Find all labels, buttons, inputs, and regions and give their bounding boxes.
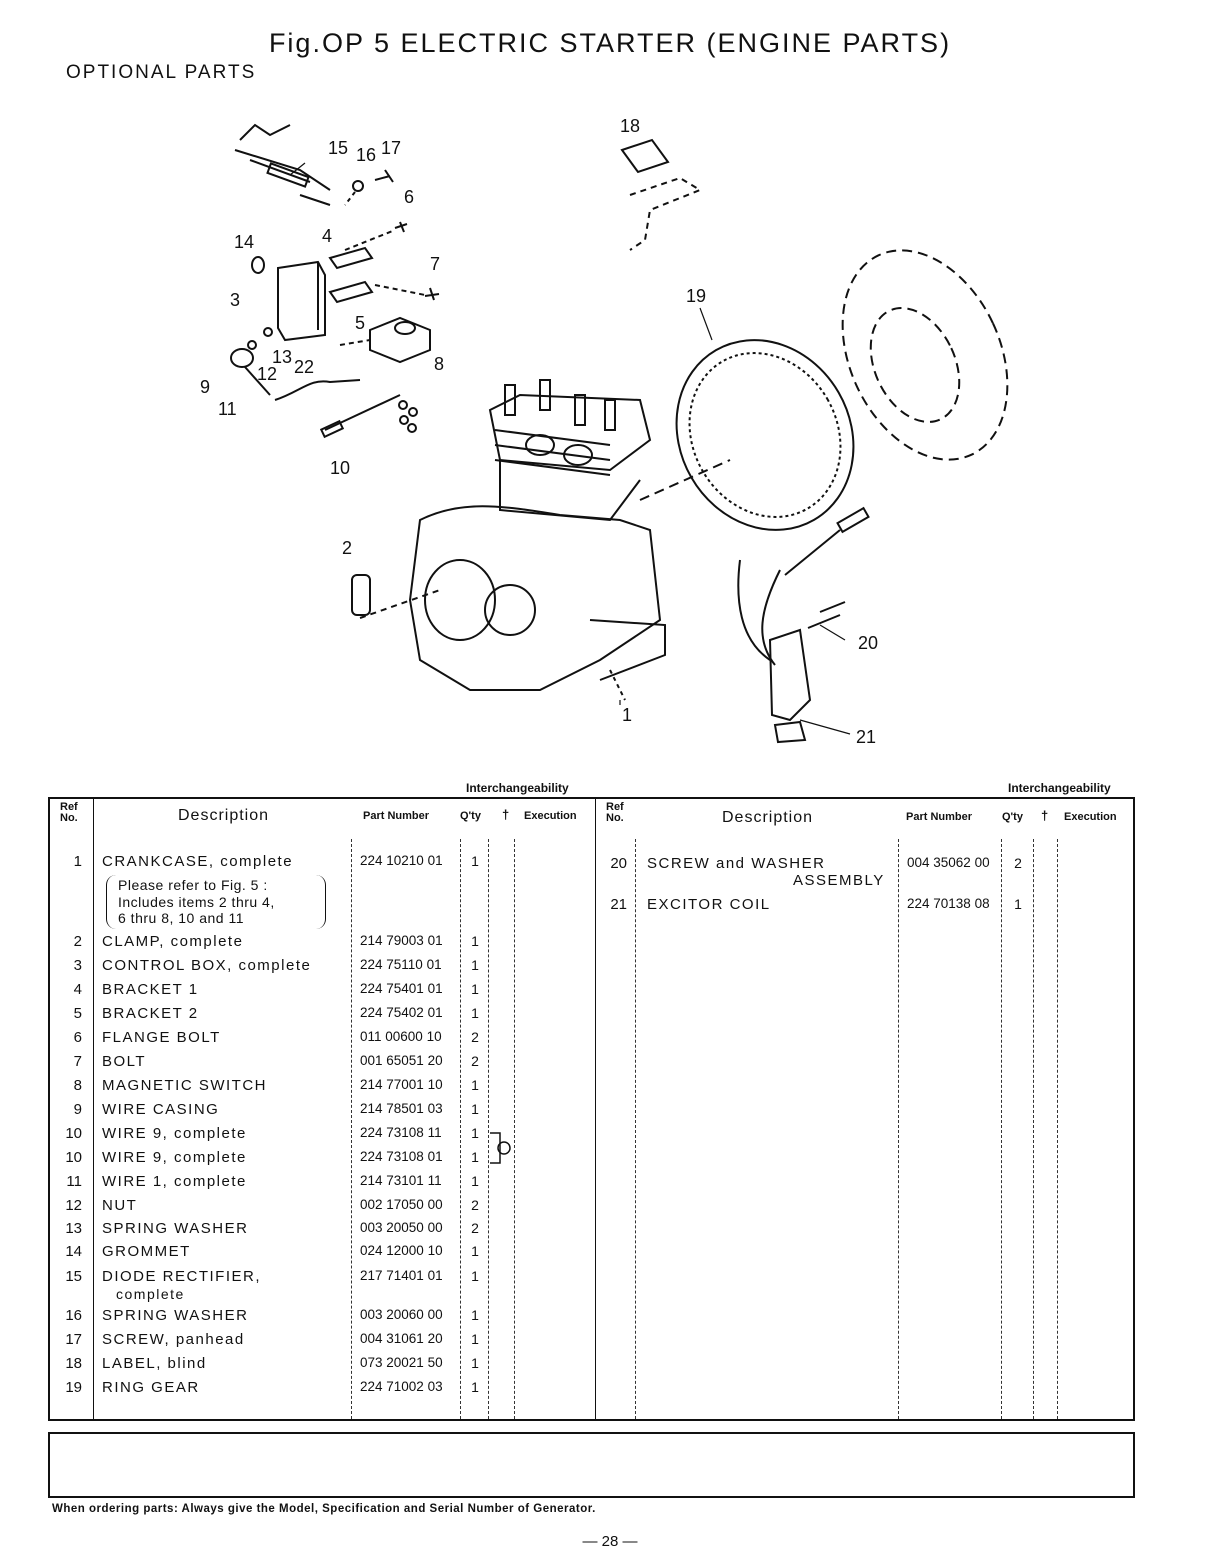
diode-rectifier-drawing — [235, 125, 330, 205]
table-row — [595, 896, 1135, 918]
quantity: 2 — [471, 1220, 479, 1236]
header-qty-right: Q'ty — [1002, 811, 1023, 823]
parts-table — [48, 797, 1135, 1421]
ref-number: 19 — [65, 1379, 82, 1396]
header-no-line: No. — [606, 812, 624, 824]
table-row — [50, 1331, 595, 1353]
header-ref-no — [60, 802, 78, 824]
ref-number: 17 — [65, 1331, 82, 1348]
header-qty: Q'ty — [460, 810, 481, 822]
table-row — [50, 1053, 595, 1075]
callout-5: 5 — [355, 313, 366, 333]
ref-number: 2 — [73, 933, 82, 950]
header-ref-line: Ref — [60, 801, 78, 813]
quantity: 1 — [471, 1125, 479, 1141]
part-number: 224 75401 01 — [360, 981, 443, 996]
part-number: 011 00600 10 — [360, 1029, 442, 1044]
quantity: 1 — [471, 1379, 479, 1395]
quantity: 1 — [471, 1149, 479, 1165]
description-note: Includes items 2 thru 4, — [118, 894, 275, 910]
wire-1-drawing — [275, 380, 360, 400]
description: RING GEAR — [102, 1379, 200, 1396]
part-number: 004 31061 20 — [360, 1331, 443, 1346]
quantity: 1 — [471, 1077, 479, 1093]
callout-2: 2 — [342, 538, 353, 558]
callout-19: 19 — [686, 286, 707, 306]
header-mark: † — [502, 807, 510, 822]
page-number: — 28 — — [582, 1533, 638, 1550]
part-number: 214 78501 03 — [360, 1101, 443, 1116]
part-number: 024 12000 10 — [360, 1243, 443, 1258]
description: SPRING WASHER — [102, 1307, 249, 1324]
callout-16: 16 — [356, 145, 377, 165]
part-number: 001 65051 20 — [360, 1053, 443, 1068]
ref-number: 7 — [73, 1053, 82, 1070]
table-row — [50, 981, 595, 1003]
part-number: 224 73108 01 — [360, 1149, 443, 1164]
crankcase-drawing — [410, 380, 665, 700]
ref-number: 14 — [65, 1243, 82, 1260]
ref-number: 20 — [610, 855, 627, 872]
header-description: Description — [178, 807, 270, 824]
header-execution: Execution — [524, 810, 577, 822]
description: WIRE 9, complete — [102, 1125, 247, 1142]
description: CRANKCASE, complete — [102, 853, 294, 870]
table-row — [50, 1379, 595, 1401]
header-part-number: Part Number — [363, 810, 430, 822]
callout-18: 18 — [620, 116, 641, 136]
table-row — [50, 1101, 595, 1123]
description: NUT — [102, 1197, 138, 1214]
part-number: 002 17050 00 — [360, 1197, 443, 1212]
description: SCREW and WASHER — [647, 855, 826, 872]
table-row — [50, 1243, 595, 1265]
description: WIRE CASING — [102, 1101, 220, 1118]
callout-13: 13 — [272, 347, 293, 367]
quantity: 1 — [471, 1101, 479, 1117]
figure-title: Fig.OP 5 ELECTRIC STARTER (ENGINE PARTS) — [268, 28, 952, 58]
ref-number: 8 — [73, 1077, 82, 1094]
ref-number: 12 — [65, 1197, 82, 1214]
table-row — [50, 1149, 595, 1171]
bracket-1-drawing — [330, 248, 372, 268]
ref-number: 1 — [73, 853, 82, 870]
description: MAGNETIC SWITCH — [102, 1077, 267, 1094]
part-number: 214 77001 10 — [360, 1077, 443, 1092]
part-number: 224 70138 08 — [907, 896, 990, 911]
grommet-drawing — [252, 257, 264, 273]
part-number: 214 73101 11 — [360, 1173, 442, 1188]
ref-number: 5 — [73, 1005, 82, 1022]
quantity: 1 — [471, 981, 479, 997]
ref-number: 13 — [65, 1220, 82, 1237]
table-row — [50, 1286, 595, 1308]
ref-number: 10 — [65, 1149, 82, 1166]
quantity: 1 — [471, 1005, 479, 1021]
callout-9: 9 — [200, 377, 211, 397]
description-note: 6 thru 8, 10 and 11 — [118, 910, 244, 926]
spring-washer-16-drawing — [353, 181, 363, 191]
description: EXCITOR COIL — [647, 896, 771, 913]
ref-number: 9 — [73, 1101, 82, 1118]
quantity: 1 — [471, 1355, 479, 1371]
column-divider — [635, 839, 636, 1419]
header-ref-no-right — [606, 802, 624, 824]
part-number: 214 79003 01 — [360, 933, 443, 948]
callout-6: 6 — [404, 187, 415, 207]
magnetic-switch-drawing — [340, 318, 430, 362]
ref-number: 10 — [65, 1125, 82, 1142]
interchangeability-label-right: Interchangeability — [1008, 781, 1111, 795]
description: complete — [116, 1286, 185, 1302]
callout-7: 7 — [430, 254, 441, 274]
description: CLAMP, complete — [102, 933, 244, 950]
table-row — [50, 1029, 595, 1051]
quantity: 1 — [471, 1268, 479, 1284]
description: CONTROL BOX, complete — [102, 957, 312, 974]
optional-parts-label: OPTIONAL PARTS — [66, 62, 257, 83]
callout-12: 12 — [257, 364, 278, 384]
header-ref-line: Ref — [606, 801, 624, 813]
screw-17-drawing — [375, 170, 393, 182]
quantity: 1 — [1014, 896, 1022, 912]
part-number: 224 75110 01 — [360, 957, 442, 972]
callout-15: 15 — [328, 138, 349, 158]
wire-9-drawing — [325, 395, 400, 430]
quantity: 2 — [471, 1053, 479, 1069]
callout-22: 22 — [294, 357, 315, 377]
flywheel-drawing — [811, 224, 1040, 487]
description: GROMMET — [102, 1243, 191, 1260]
callout-17: 17 — [381, 138, 402, 158]
column-divider — [898, 839, 899, 1419]
description: SPRING WASHER — [102, 1220, 249, 1237]
wire-casing-drawing — [231, 349, 253, 367]
label-blind-drawing — [622, 140, 668, 172]
quantity: 1 — [471, 1243, 479, 1259]
part-number: 003 20050 00 — [360, 1220, 443, 1235]
description: WIRE 9, complete — [102, 1149, 247, 1166]
callout-11: 11 — [218, 399, 237, 419]
table-row — [50, 957, 595, 979]
ordering-note: When ordering parts: Always give the Model, Specification and Serial Number of Generator. — [52, 1503, 596, 1515]
header-description-right: Description — [722, 809, 814, 826]
callout-20: 20 — [858, 633, 879, 653]
ring-gear-drawing — [640, 308, 888, 563]
column-divider — [1001, 839, 1002, 1419]
ref-number: 21 — [610, 896, 627, 913]
quantity: 1 — [471, 957, 479, 973]
quantity: 2 — [471, 1197, 479, 1213]
description: WIRE 1, complete — [102, 1173, 247, 1190]
table-row — [50, 1197, 595, 1219]
ref-number: 6 — [73, 1029, 82, 1046]
column-divider — [1057, 839, 1058, 1419]
part-number: 003 20060 00 — [360, 1307, 443, 1322]
notes-box — [48, 1432, 1135, 1498]
description: DIODE RECTIFIER, — [102, 1268, 262, 1285]
quantity: 1 — [471, 1173, 479, 1189]
description: SCREW, panhead — [102, 1331, 245, 1348]
description: BOLT — [102, 1053, 147, 1070]
quantity: 1 — [471, 1307, 479, 1323]
callout-21: 21 — [856, 727, 877, 747]
part-number: 217 71401 01 — [360, 1268, 443, 1283]
quantity: 2 — [471, 1029, 479, 1045]
table-row — [50, 1077, 595, 1099]
quantity: 1 — [471, 853, 479, 869]
description: LABEL, blind — [102, 1355, 207, 1372]
header-execution-right: Execution — [1064, 811, 1117, 823]
quantity: 1 — [471, 933, 479, 949]
table-row — [50, 1355, 595, 1377]
callout-3: 3 — [230, 290, 241, 310]
table-row — [50, 910, 595, 932]
header-no-line: No. — [60, 812, 78, 824]
table-row — [50, 1173, 595, 1195]
part-number: 224 71002 03 — [360, 1379, 443, 1394]
callout-4: 4 — [322, 226, 333, 246]
description: FLANGE BOLT — [102, 1029, 221, 1046]
table-row — [50, 1005, 595, 1027]
ref-number: 15 — [65, 1268, 82, 1285]
part-number: 073 20021 50 — [360, 1355, 443, 1370]
interchangeability-label-left: Interchangeability — [466, 781, 569, 795]
description: ASSEMBLY — [793, 872, 885, 889]
part-number: 224 73108 11 — [360, 1125, 442, 1140]
part-number: 224 10210 01 — [360, 853, 443, 868]
bracket-2-drawing — [330, 282, 372, 302]
ref-number: 18 — [65, 1355, 82, 1372]
table-row — [50, 1220, 595, 1242]
callout-8: 8 — [434, 354, 445, 374]
table-row — [595, 872, 1135, 894]
ref-number: 11 — [66, 1173, 82, 1190]
part-number: 224 75402 01 — [360, 1005, 443, 1020]
callout-10: 10 — [330, 458, 351, 478]
column-divider — [1033, 839, 1034, 1419]
description: BRACKET 1 — [102, 981, 199, 998]
description-note: Please refer to Fig. 5 : — [118, 877, 268, 893]
table-row — [50, 1307, 595, 1329]
callout-14: 14 — [234, 232, 255, 252]
clamp-drawing — [352, 575, 370, 615]
description: BRACKET 2 — [102, 1005, 199, 1022]
header-part-number-right: Part Number — [906, 811, 973, 823]
exploded-view-diagram — [0, 100, 1220, 760]
quantity: 2 — [1014, 855, 1022, 871]
quantity: 1 — [471, 1331, 479, 1347]
header-mark-right: † — [1041, 808, 1049, 823]
ref-number: 3 — [73, 957, 82, 974]
callout-1: 1 — [622, 705, 633, 725]
ref-number: 4 — [73, 981, 82, 998]
table-row — [50, 933, 595, 955]
part-number: 004 35062 00 — [907, 855, 990, 870]
excitor-coil-drawing — [738, 508, 868, 742]
table-row — [50, 853, 595, 875]
ref-number: 16 — [65, 1307, 82, 1324]
